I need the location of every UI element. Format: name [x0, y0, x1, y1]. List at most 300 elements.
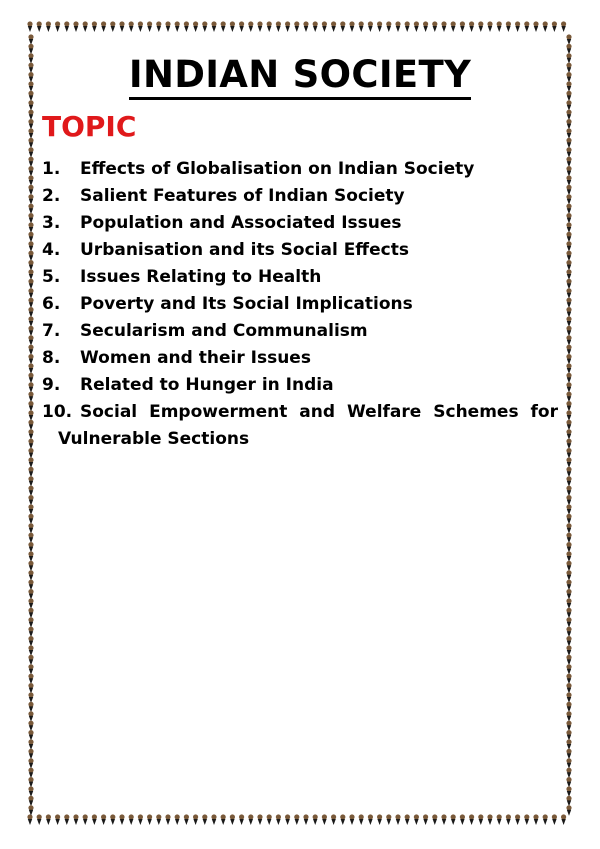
border-bead-icon — [28, 175, 33, 186]
border-bead-icon — [202, 21, 207, 32]
border-bead-icon — [566, 81, 571, 92]
border-bead-icon — [566, 100, 571, 111]
border-bead-icon — [28, 392, 33, 403]
border-bead-icon — [441, 814, 446, 825]
border-bead-icon — [566, 542, 571, 553]
border-bead-icon — [294, 814, 299, 825]
border-bead-icon — [28, 580, 33, 591]
list-item — [42, 318, 558, 345]
border-bead-icon — [28, 486, 33, 497]
border-bead-icon — [138, 21, 143, 32]
border-bead-icon — [28, 749, 33, 760]
border-bead-icon — [239, 814, 244, 825]
border-bead-icon — [211, 21, 216, 32]
list-item — [42, 156, 558, 183]
border-bead-icon — [28, 551, 33, 562]
border-bead-icon — [28, 589, 33, 600]
border-bead-icon — [28, 561, 33, 572]
border-bead-icon — [313, 21, 318, 32]
border-bead-icon — [566, 645, 571, 656]
border-bead-icon — [331, 814, 336, 825]
border-bead-icon — [239, 21, 244, 32]
border-bead-icon — [184, 21, 189, 32]
border-bead-icon — [28, 279, 33, 290]
border-bead-icon — [294, 21, 299, 32]
page-title: INDIAN SOCIETY — [42, 52, 558, 100]
border-bead-icon — [432, 21, 437, 32]
decorative-border-right — [562, 20, 576, 827]
border-bead-icon — [28, 110, 33, 121]
border-bead-icon — [28, 138, 33, 149]
border-bead-icon — [138, 814, 143, 825]
topic-heading: TOPIC — [42, 110, 137, 143]
border-bead-icon — [395, 21, 400, 32]
border-bead-icon — [28, 495, 33, 506]
list-number: 3. — [42, 213, 61, 233]
border-bead-icon — [566, 307, 571, 318]
border-bead-icon — [506, 814, 511, 825]
border-bead-icon — [28, 636, 33, 647]
border-bead-icon — [175, 21, 180, 32]
border-bead-icon — [267, 814, 272, 825]
border-bead-icon — [368, 21, 373, 32]
border-bead-icon — [451, 814, 456, 825]
border-bead-icon — [566, 758, 571, 769]
border-bead-icon — [566, 251, 571, 262]
border-bead-icon — [28, 598, 33, 609]
border-bead-icon — [566, 44, 571, 55]
border-bead-icon — [28, 166, 33, 177]
border-bead-icon — [566, 222, 571, 233]
border-bead-icon — [566, 439, 571, 450]
border-bead-icon — [28, 34, 33, 45]
border-bead-icon — [285, 814, 290, 825]
border-bead-icon — [267, 21, 272, 32]
border-bead-icon — [566, 401, 571, 412]
border-bead-icon — [92, 21, 97, 32]
border-bead-icon — [119, 21, 124, 32]
border-bead-icon — [28, 627, 33, 638]
list-text: Effects of Globalisation on Indian Society — [80, 159, 475, 179]
border-bead-icon — [566, 551, 571, 562]
border-bead-icon — [524, 21, 529, 32]
list-text: Women and their Issues — [80, 348, 311, 368]
border-bead-icon — [566, 363, 571, 374]
border-bead-icon — [566, 768, 571, 779]
border-bead-icon — [28, 777, 33, 788]
border-bead-icon — [184, 814, 189, 825]
decorative-border-left — [24, 20, 38, 827]
border-bead-icon — [147, 21, 152, 32]
border-bead-icon — [566, 655, 571, 666]
border-bead-icon — [119, 814, 124, 825]
border-bead-icon — [28, 692, 33, 703]
border-bead-icon — [28, 204, 33, 215]
border-bead-icon — [566, 63, 571, 74]
list-text: Secularism and Communalism — [80, 321, 368, 341]
border-bead-icon — [248, 21, 253, 32]
border-bead-icon — [377, 21, 382, 32]
border-bead-icon — [566, 91, 571, 102]
border-bead-icon — [566, 570, 571, 581]
border-bead-icon — [28, 373, 33, 384]
border-bead-icon — [566, 598, 571, 609]
border-bead-icon — [28, 457, 33, 468]
border-bead-icon — [28, 298, 33, 309]
border-bead-icon — [165, 21, 170, 32]
border-bead-icon — [566, 589, 571, 600]
border-bead-icon — [566, 805, 571, 816]
border-bead-icon — [349, 21, 354, 32]
border-bead-icon — [211, 814, 216, 825]
border-bead-icon — [566, 495, 571, 506]
border-bead-icon — [566, 533, 571, 544]
border-bead-icon — [566, 157, 571, 168]
border-bead-icon — [460, 21, 465, 32]
border-bead-icon — [129, 814, 134, 825]
border-bead-icon — [566, 796, 571, 807]
border-bead-icon — [566, 110, 571, 121]
border-bead-icon — [414, 21, 419, 32]
border-bead-icon — [566, 316, 571, 327]
border-bead-icon — [55, 21, 60, 32]
border-bead-icon — [566, 580, 571, 591]
border-bead-icon — [28, 157, 33, 168]
border-bead-icon — [28, 805, 33, 816]
border-bead-icon — [73, 21, 78, 32]
border-bead-icon — [359, 814, 364, 825]
border-bead-icon — [28, 542, 33, 553]
border-bead-icon — [405, 814, 410, 825]
list-number: 10. — [42, 402, 73, 422]
border-bead-icon — [28, 476, 33, 487]
border-bead-icon — [566, 617, 571, 628]
border-bead-icon — [566, 702, 571, 713]
border-bead-icon — [248, 814, 253, 825]
border-bead-icon — [28, 63, 33, 74]
border-bead-icon — [28, 533, 33, 544]
border-bead-icon — [552, 21, 557, 32]
border-bead-icon — [73, 814, 78, 825]
border-bead-icon — [147, 814, 152, 825]
border-bead-icon — [566, 138, 571, 149]
list-item — [42, 237, 558, 264]
border-bead-icon — [566, 298, 571, 309]
border-bead-icon — [566, 204, 571, 215]
page-content — [42, 52, 558, 453]
border-bead-icon — [487, 814, 492, 825]
list-item — [42, 372, 558, 399]
border-bead-icon — [566, 664, 571, 675]
border-bead-icon — [506, 21, 511, 32]
border-bead-icon — [497, 21, 502, 32]
border-bead-icon — [28, 251, 33, 262]
border-bead-icon — [386, 814, 391, 825]
border-bead-icon — [28, 523, 33, 534]
border-bead-icon — [566, 354, 571, 365]
border-bead-icon — [257, 21, 262, 32]
border-bead-icon — [28, 429, 33, 440]
border-bead-icon — [405, 21, 410, 32]
border-bead-icon — [478, 814, 483, 825]
border-bead-icon — [487, 21, 492, 32]
list-number: 7. — [42, 321, 61, 341]
border-bead-icon — [303, 814, 308, 825]
border-bead-icon — [566, 185, 571, 196]
border-bead-icon — [566, 504, 571, 515]
border-bead-icon — [28, 81, 33, 92]
list-number: 1. — [42, 159, 61, 179]
border-bead-icon — [566, 166, 571, 177]
border-bead-icon — [28, 655, 33, 666]
list-item — [42, 264, 558, 291]
border-bead-icon — [257, 814, 262, 825]
border-bead-icon — [566, 739, 571, 750]
border-bead-icon — [566, 514, 571, 525]
border-bead-icon — [566, 345, 571, 356]
border-bead-icon — [28, 269, 33, 280]
border-bead-icon — [478, 21, 483, 32]
border-bead-icon — [566, 674, 571, 685]
border-bead-icon — [497, 814, 502, 825]
list-number: 8. — [42, 348, 61, 368]
border-bead-icon — [566, 279, 571, 290]
border-bead-icon — [28, 467, 33, 478]
border-bead-icon — [566, 147, 571, 158]
decorative-border-bottom — [24, 813, 576, 827]
border-bead-icon — [566, 777, 571, 788]
border-bead-icon — [230, 814, 235, 825]
border-bead-icon — [92, 814, 97, 825]
border-bead-icon — [303, 21, 308, 32]
border-bead-icon — [543, 814, 548, 825]
border-bead-icon — [28, 354, 33, 365]
border-bead-icon — [566, 608, 571, 619]
border-bead-icon — [566, 213, 571, 224]
border-bead-icon — [566, 382, 571, 393]
border-bead-icon — [28, 721, 33, 732]
list-number: 9. — [42, 375, 61, 395]
border-bead-icon — [156, 21, 161, 32]
border-bead-icon — [515, 21, 520, 32]
border-bead-icon — [566, 175, 571, 186]
border-bead-icon — [566, 34, 571, 45]
border-bead-icon — [515, 814, 520, 825]
border-bead-icon — [566, 326, 571, 337]
border-bead-icon — [566, 429, 571, 440]
border-bead-icon — [533, 814, 538, 825]
list-text: Issues Relating to Health — [80, 267, 322, 287]
border-bead-icon — [368, 814, 373, 825]
border-bead-icon — [28, 100, 33, 111]
border-bead-icon — [469, 814, 474, 825]
border-bead-icon — [28, 185, 33, 196]
border-bead-icon — [566, 721, 571, 732]
border-bead-icon — [28, 44, 33, 55]
border-bead-icon — [28, 674, 33, 685]
border-bead-icon — [566, 53, 571, 64]
border-bead-icon — [28, 326, 33, 337]
border-bead-icon — [276, 21, 281, 32]
border-bead-icon — [28, 514, 33, 525]
list-text: Salient Features of Indian Society — [80, 186, 405, 206]
border-bead-icon — [566, 476, 571, 487]
border-bead-icon — [566, 420, 571, 431]
border-bead-icon — [566, 241, 571, 252]
border-bead-icon — [64, 814, 69, 825]
border-bead-icon — [340, 21, 345, 32]
border-bead-icon — [28, 382, 33, 393]
border-bead-icon — [28, 739, 33, 750]
list-item — [42, 345, 558, 372]
border-bead-icon — [566, 467, 571, 478]
border-bead-icon — [101, 814, 106, 825]
border-bead-icon — [28, 128, 33, 139]
border-bead-icon — [377, 814, 382, 825]
list-number: 5. — [42, 267, 61, 287]
border-bead-icon — [230, 21, 235, 32]
border-bead-icon — [28, 316, 33, 327]
border-bead-icon — [566, 269, 571, 280]
border-bead-icon — [28, 119, 33, 130]
border-bead-icon — [441, 21, 446, 32]
border-bead-icon — [193, 21, 198, 32]
border-bead-icon — [533, 21, 538, 32]
list-number: 2. — [42, 186, 61, 206]
border-bead-icon — [524, 814, 529, 825]
border-bead-icon — [451, 21, 456, 32]
border-bead-icon — [322, 814, 327, 825]
border-bead-icon — [395, 814, 400, 825]
border-bead-icon — [566, 128, 571, 139]
border-bead-icon — [46, 21, 51, 32]
border-bead-icon — [83, 814, 88, 825]
border-bead-icon — [28, 53, 33, 64]
border-bead-icon — [28, 410, 33, 421]
border-bead-icon — [28, 439, 33, 450]
border-bead-icon — [276, 814, 281, 825]
border-bead-icon — [28, 288, 33, 299]
list-text: Population and Associated Issues — [80, 213, 402, 233]
border-bead-icon — [28, 702, 33, 713]
list-text: Related to Hunger in India — [80, 375, 334, 395]
border-bead-icon — [101, 21, 106, 32]
border-bead-icon — [55, 814, 60, 825]
border-bead-icon — [566, 683, 571, 694]
border-bead-icon — [28, 645, 33, 656]
border-bead-icon — [46, 814, 51, 825]
border-bead-icon — [566, 636, 571, 647]
border-bead-icon — [28, 711, 33, 722]
border-bead-icon — [28, 664, 33, 675]
border-bead-icon — [386, 21, 391, 32]
list-text: Urbanisation and its Social Effects — [80, 240, 409, 260]
border-bead-icon — [28, 232, 33, 243]
border-bead-icon — [566, 232, 571, 243]
border-bead-icon — [129, 21, 134, 32]
border-bead-icon — [28, 730, 33, 741]
border-bead-icon — [566, 486, 571, 497]
border-bead-icon — [566, 373, 571, 384]
border-bead-icon — [566, 730, 571, 741]
border-bead-icon — [566, 711, 571, 722]
list-item — [42, 210, 558, 237]
border-bead-icon — [28, 307, 33, 318]
list-item — [42, 291, 558, 318]
border-bead-icon — [566, 260, 571, 271]
border-bead-icon — [28, 147, 33, 158]
border-bead-icon — [193, 814, 198, 825]
border-bead-icon — [28, 260, 33, 271]
border-bead-icon — [28, 420, 33, 431]
border-bead-icon — [543, 21, 548, 32]
topic-list — [42, 156, 558, 426]
border-bead-icon — [566, 457, 571, 468]
border-bead-icon — [566, 523, 571, 534]
border-bead-icon — [28, 72, 33, 83]
border-bead-icon — [566, 786, 571, 797]
border-bead-icon — [28, 768, 33, 779]
border-bead-icon — [28, 448, 33, 459]
border-bead-icon — [566, 448, 571, 459]
border-bead-icon — [28, 241, 33, 252]
list-item — [42, 183, 558, 210]
border-bead-icon — [359, 21, 364, 32]
list-item — [42, 399, 558, 426]
border-bead-icon — [202, 814, 207, 825]
border-bead-icon — [322, 21, 327, 32]
border-bead-icon — [28, 222, 33, 233]
border-bead-icon — [566, 410, 571, 421]
list-number: 6. — [42, 294, 61, 314]
border-bead-icon — [28, 335, 33, 346]
border-bead-icon — [28, 683, 33, 694]
border-bead-icon — [28, 570, 33, 581]
border-bead-icon — [566, 194, 571, 205]
border-bead-icon — [64, 21, 69, 32]
border-bead-icon — [460, 814, 465, 825]
border-bead-icon — [165, 814, 170, 825]
border-bead-icon — [110, 21, 115, 32]
border-bead-icon — [469, 21, 474, 32]
border-bead-icon — [566, 692, 571, 703]
border-bead-icon — [28, 786, 33, 797]
border-bead-icon — [566, 749, 571, 760]
border-bead-icon — [28, 758, 33, 769]
border-bead-icon — [156, 814, 161, 825]
border-bead-icon — [349, 814, 354, 825]
border-bead-icon — [566, 561, 571, 572]
border-bead-icon — [432, 814, 437, 825]
border-bead-icon — [28, 91, 33, 102]
decorative-border-top — [24, 20, 576, 34]
border-bead-icon — [285, 21, 290, 32]
border-bead-icon — [313, 814, 318, 825]
border-bead-icon — [423, 814, 428, 825]
border-bead-icon — [175, 814, 180, 825]
border-bead-icon — [423, 21, 428, 32]
border-bead-icon — [552, 814, 557, 825]
border-bead-icon — [28, 345, 33, 356]
list-text: Poverty and Its Social Implications — [80, 294, 413, 314]
border-bead-icon — [83, 21, 88, 32]
border-bead-icon — [28, 504, 33, 515]
list-text: Social Empowerment and Welfare Schemes for — [80, 402, 558, 422]
border-bead-icon — [340, 814, 345, 825]
border-bead-icon — [566, 627, 571, 638]
border-bead-icon — [566, 335, 571, 346]
border-bead-icon — [28, 617, 33, 628]
